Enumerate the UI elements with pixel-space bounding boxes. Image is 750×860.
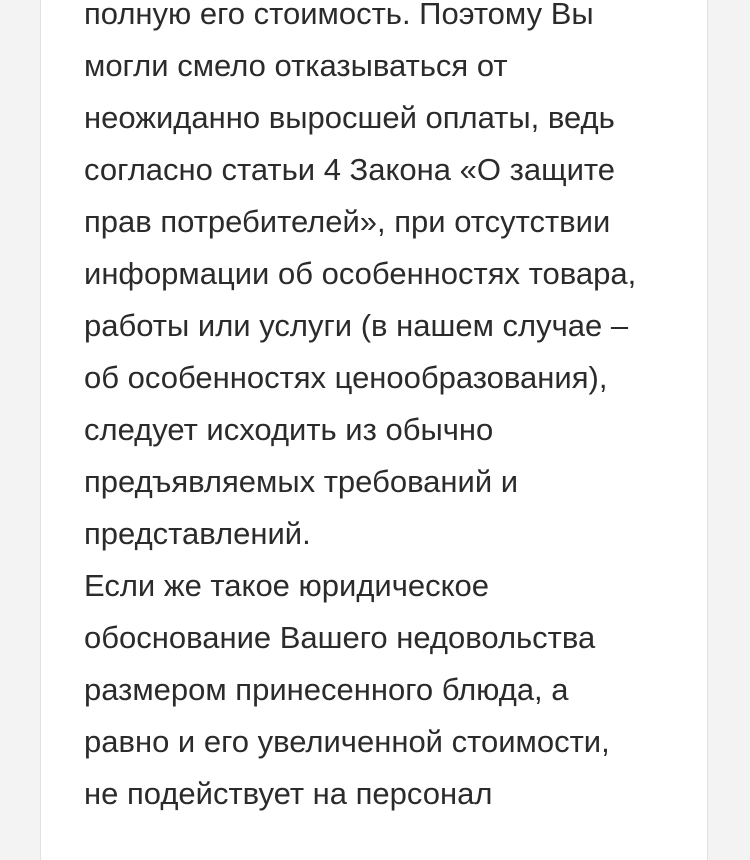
text-line: информации об особенностях товара, xyxy=(84,256,637,291)
text-line: следует исходить из обычно xyxy=(84,412,494,447)
text-line: неожиданно выросшей оплаты, ведь xyxy=(84,100,615,135)
text-line: согласно статьи 4 Закона «О защите xyxy=(84,152,615,187)
text-line: предъявляемых требований и xyxy=(84,464,519,499)
text-line: равно и его увеличенной стоимости, xyxy=(84,724,610,759)
article-body xyxy=(84,0,694,820)
text-line: обоснование Вашего недовольства xyxy=(84,620,596,655)
text-line: не подействует на персонал xyxy=(84,776,493,811)
text-line: полную его стоимость. Поэтому Вы xyxy=(84,0,594,31)
text-line: представлений. xyxy=(84,516,311,551)
text-line: размером принесенного блюда, а xyxy=(84,672,569,707)
text-line: работы или услуги (в нашем случае – xyxy=(84,308,629,343)
text-line: могли смело отказываться от xyxy=(84,48,508,83)
text-line: прав потребителей», при отсутствии xyxy=(84,204,611,239)
text-line: Если же такое юридическое xyxy=(84,568,490,603)
article-card xyxy=(40,0,708,860)
text-line: об особенностях ценообразования), xyxy=(84,360,608,395)
